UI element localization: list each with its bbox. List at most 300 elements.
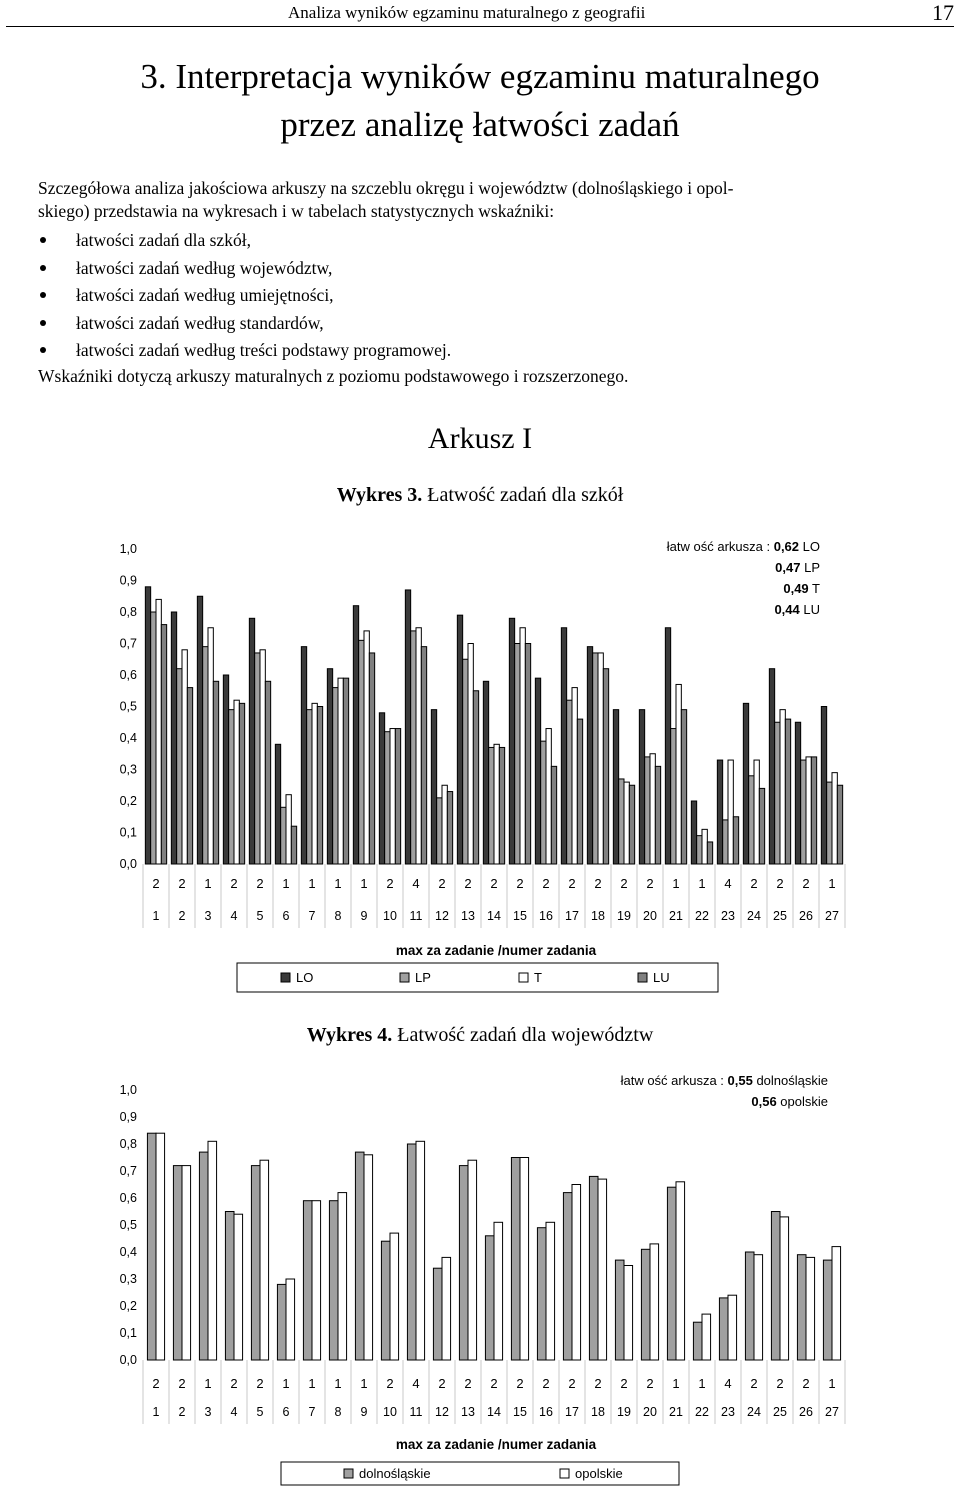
bar — [203, 647, 208, 864]
bar — [156, 599, 161, 864]
indicator-list — [38, 229, 451, 367]
bar — [615, 1260, 624, 1360]
chart-schools — [0, 530, 960, 1000]
bar — [832, 773, 837, 864]
bar — [390, 1233, 399, 1360]
max-points-label: 1 — [672, 876, 680, 891]
bar — [645, 757, 650, 864]
bar — [707, 842, 712, 864]
bar — [473, 691, 478, 864]
bar — [832, 1247, 841, 1360]
bar — [572, 1185, 581, 1361]
bar — [650, 754, 655, 864]
max-points-label: 1 — [698, 876, 706, 891]
bar — [535, 678, 540, 864]
bar — [197, 596, 202, 864]
x-tick-label: 22 — [695, 1405, 709, 1419]
chart-voivodeships — [0, 1072, 960, 1487]
bar — [745, 1252, 754, 1360]
bar — [333, 688, 338, 864]
x-tick-label: 12 — [435, 1405, 449, 1419]
intro-line1: Szczegółowa analiza jakościowa arkuszy na szczeblu okręgu i województw (dolnośląskiego i opol- — [38, 178, 734, 198]
y-tick-label: 0,1 — [119, 825, 137, 840]
bar — [681, 710, 686, 864]
bar — [577, 719, 582, 864]
max-points-label: 1 — [334, 1376, 342, 1391]
bar — [795, 722, 800, 864]
legend-label: LO — [296, 970, 314, 985]
bar — [769, 669, 774, 864]
max-points-label: 2 — [568, 1376, 576, 1391]
bar — [728, 1295, 737, 1360]
x-axis-label: max za zadanie /numer zadania — [395, 943, 597, 958]
bar — [806, 1257, 815, 1360]
max-points-label: 2 — [594, 876, 602, 891]
x-tick-label: 14 — [487, 1405, 501, 1419]
max-points-label: 2 — [568, 876, 576, 891]
x-tick-label: 10 — [383, 909, 397, 923]
bar — [286, 795, 291, 864]
bar — [281, 807, 286, 864]
bar — [307, 710, 312, 864]
bar — [598, 653, 603, 864]
max-points-label: 2 — [256, 1376, 264, 1391]
x-tick-label: 17 — [565, 1405, 579, 1419]
max-points-label: 1 — [828, 1376, 836, 1391]
bar — [613, 710, 618, 864]
bar — [161, 625, 166, 864]
list-item: łatwości zadań dla szkół, — [38, 229, 451, 257]
bar — [837, 785, 842, 864]
bar — [442, 1257, 451, 1360]
y-tick-label: 0,4 — [119, 1245, 137, 1259]
list-item: łatwości zadań według umiejętności, — [38, 284, 451, 312]
bar — [676, 684, 681, 864]
bar — [624, 782, 629, 864]
bar — [407, 1144, 416, 1360]
bar — [463, 659, 468, 864]
max-points-label: 2 — [646, 1376, 654, 1391]
bar — [442, 785, 447, 864]
bar — [459, 1166, 468, 1360]
max-points-label: 4 — [724, 876, 732, 891]
max-points-label: 2 — [178, 876, 186, 891]
bar — [156, 1133, 165, 1360]
max-points-label: 1 — [282, 876, 290, 891]
bar — [147, 1133, 156, 1360]
bar — [395, 729, 400, 864]
max-points-label: 4 — [412, 876, 420, 891]
bar — [624, 1266, 633, 1361]
bar — [431, 710, 436, 864]
max-points-label: 2 — [152, 1376, 160, 1391]
bar — [667, 1187, 676, 1360]
bar — [520, 628, 525, 864]
max-points-label: 2 — [776, 876, 784, 891]
bar — [329, 1201, 338, 1360]
max-points-label: 2 — [594, 1376, 602, 1391]
legend-label: T — [534, 970, 542, 985]
bar — [665, 628, 670, 864]
y-tick-label: 0,2 — [119, 1299, 137, 1313]
annotation-value: 0,56 — [751, 1094, 777, 1109]
x-tick-label: 21 — [669, 909, 683, 923]
x-tick-label: 26 — [799, 1405, 813, 1419]
max-points-label: 2 — [490, 876, 498, 891]
max-points-label: 2 — [516, 1376, 524, 1391]
x-tick-label: 3 — [204, 909, 212, 923]
bar — [823, 1260, 832, 1360]
x-tick-label: 5 — [256, 1405, 264, 1419]
y-tick-label: 0,8 — [119, 1137, 137, 1151]
bar — [546, 729, 551, 864]
bar — [754, 760, 759, 864]
x-tick-label: 24 — [747, 1405, 761, 1419]
list-item: łatwości zadań według standardów, — [38, 312, 451, 340]
x-tick-label: 24 — [747, 909, 761, 923]
bar — [572, 688, 577, 864]
max-points-label: 2 — [802, 1376, 810, 1391]
annotation-label: LU — [799, 602, 820, 617]
bar — [702, 829, 707, 864]
x-tick-label: 9 — [360, 909, 368, 923]
max-points-label: 1 — [360, 1376, 368, 1391]
x-tick-label: 25 — [773, 909, 787, 923]
bar — [229, 710, 234, 864]
max-points-label: 2 — [750, 876, 758, 891]
x-tick-label: 27 — [825, 909, 839, 923]
bar — [780, 1217, 789, 1360]
y-tick-label: 0,3 — [119, 1272, 137, 1286]
annotation-value: 0,55 — [727, 1073, 753, 1088]
bar — [385, 732, 390, 864]
y-tick-label: 0,1 — [119, 1326, 137, 1340]
max-points-label: 2 — [152, 876, 160, 891]
y-tick-label: 0,5 — [119, 1218, 137, 1232]
x-tick-label: 26 — [799, 909, 813, 923]
annotation-label: LO — [799, 539, 820, 554]
annotation-line — [751, 1094, 828, 1109]
chart3-caption-number: Wykres 3. — [336, 484, 423, 506]
x-tick-label: 20 — [643, 1405, 657, 1419]
bar — [447, 792, 452, 864]
x-tick-label: 4 — [230, 909, 238, 923]
bar — [286, 1279, 295, 1360]
chart4-caption — [0, 1024, 960, 1047]
x-tick-label: 13 — [461, 1405, 475, 1419]
header-rule — [6, 26, 954, 27]
y-tick-label: 0,6 — [119, 1191, 137, 1205]
bar — [239, 703, 244, 864]
bar — [697, 836, 702, 864]
bar — [223, 675, 228, 864]
bar — [260, 1160, 269, 1360]
bar — [655, 766, 660, 864]
bar — [780, 710, 785, 864]
bar — [255, 653, 260, 864]
bar — [759, 788, 764, 864]
annotation-line — [783, 581, 820, 596]
bar — [525, 644, 530, 865]
x-tick-label: 7 — [308, 909, 316, 923]
bar — [182, 650, 187, 864]
bar — [317, 707, 322, 865]
y-tick-label: 0,0 — [119, 857, 137, 871]
running-title: Analiza wyników egzaminu maturalnego z geografii — [288, 3, 646, 22]
bar — [821, 707, 826, 865]
bar — [208, 628, 213, 864]
max-points-label: 2 — [490, 1376, 498, 1391]
bar — [567, 700, 572, 864]
y-tick-label: 0,4 — [119, 731, 137, 745]
x-tick-label: 17 — [565, 909, 579, 923]
bar — [468, 644, 473, 865]
bar — [327, 669, 332, 864]
bar — [381, 1241, 390, 1360]
max-points-label: 2 — [438, 876, 446, 891]
bar — [719, 1298, 728, 1360]
max-points-label: 2 — [750, 1376, 758, 1391]
bar — [619, 779, 624, 864]
max-points-label: 2 — [230, 876, 238, 891]
page-header — [0, 0, 960, 30]
bar — [416, 1141, 425, 1360]
bar — [301, 647, 306, 864]
bar — [563, 1193, 572, 1360]
list-item: łatwości zadań według treści podstawy programowej. — [38, 339, 451, 367]
max-points-label: 1 — [308, 876, 316, 891]
max-points-label: 2 — [464, 1376, 472, 1391]
x-tick-label: 21 — [669, 1405, 683, 1419]
bar — [797, 1255, 806, 1360]
bar — [171, 612, 176, 864]
annotation-label: opolskie — [776, 1094, 828, 1109]
bar — [509, 618, 514, 864]
max-points-label: 2 — [178, 1376, 186, 1391]
bar — [421, 647, 426, 864]
x-tick-label: 6 — [282, 1405, 290, 1419]
bar — [775, 722, 780, 864]
max-points-label: 2 — [620, 1376, 628, 1391]
annotation-label: dolnośląskie — [752, 1073, 828, 1088]
bar — [541, 741, 546, 864]
bar — [390, 729, 395, 864]
x-tick-label: 9 — [360, 1405, 368, 1419]
bar — [251, 1166, 260, 1360]
max-points-label: 1 — [204, 876, 212, 891]
legend-label: dolnośląskie — [359, 1466, 431, 1481]
y-tick-label: 0,2 — [119, 794, 137, 808]
x-tick-label: 6 — [282, 909, 290, 923]
bar — [702, 1314, 711, 1360]
bar — [587, 647, 592, 864]
y-tick-label: 0,5 — [119, 699, 137, 714]
legend-swatch — [281, 973, 290, 982]
y-tick-label: 0,9 — [119, 573, 137, 588]
bar — [213, 681, 218, 864]
x-tick-label: 2 — [178, 1405, 186, 1419]
max-points-label: 2 — [516, 876, 524, 891]
x-tick-label: 11 — [409, 909, 423, 923]
x-tick-label: 15 — [513, 1405, 527, 1419]
bar — [411, 631, 416, 864]
max-points-label: 2 — [620, 876, 628, 891]
bar — [641, 1249, 650, 1360]
x-tick-label: 8 — [334, 909, 342, 923]
x-tick-label: 13 — [461, 909, 475, 923]
x-tick-label: 19 — [617, 909, 631, 923]
bar — [650, 1244, 659, 1360]
bar — [379, 713, 384, 864]
annotation-value: 0,49 — [783, 581, 809, 596]
bar — [671, 729, 676, 864]
bar — [691, 801, 696, 864]
bar — [749, 776, 754, 864]
max-points-label: 2 — [542, 876, 550, 891]
intro-line2: skiego) przedstawia na wykresach i w tabelach statystycznych wskaźniki: — [38, 201, 555, 221]
bar — [520, 1158, 529, 1361]
bar — [416, 628, 421, 864]
legend-swatch — [519, 973, 528, 982]
bar — [754, 1255, 763, 1360]
max-points-label: 1 — [360, 876, 368, 891]
bar — [827, 782, 832, 864]
max-points-label: 2 — [386, 1376, 394, 1391]
page-number: 17 — [932, 0, 954, 25]
chart4-caption-number: Wykres 4. — [306, 1024, 393, 1046]
bar — [225, 1212, 234, 1361]
x-tick-label: 14 — [487, 909, 501, 923]
bar — [338, 678, 343, 864]
legend-label: opolskie — [575, 1466, 623, 1481]
legend-label: LP — [415, 970, 431, 985]
bar — [303, 1201, 312, 1360]
bar — [359, 640, 364, 864]
x-tick-label: 1 — [152, 1405, 160, 1419]
bar — [561, 628, 566, 864]
bar — [485, 1236, 494, 1360]
bar — [676, 1182, 685, 1360]
y-tick-label: 0,9 — [119, 1110, 137, 1124]
bar — [489, 747, 494, 864]
bar — [199, 1152, 208, 1360]
x-axis-label: max za zadanie /numer zadania — [395, 1437, 597, 1452]
bar — [343, 678, 348, 864]
annotation-line — [667, 539, 820, 554]
bar — [312, 1201, 321, 1360]
legend-label: LU — [653, 970, 670, 985]
bar — [811, 757, 816, 864]
x-tick-label: 8 — [334, 1405, 342, 1419]
x-tick-label: 16 — [539, 909, 553, 923]
x-tick-label: 23 — [721, 1405, 735, 1419]
bar — [249, 618, 254, 864]
bar — [723, 820, 728, 864]
bar — [494, 1222, 503, 1360]
max-points-label: 1 — [672, 1376, 680, 1391]
x-tick-label: 23 — [721, 909, 735, 923]
bar — [151, 612, 156, 864]
max-points-label: 2 — [646, 876, 654, 891]
max-points-label: 1 — [828, 876, 836, 891]
y-tick-label: 0,3 — [119, 762, 137, 777]
bar — [598, 1179, 607, 1360]
max-points-label: 2 — [256, 876, 264, 891]
bar — [785, 719, 790, 864]
max-points-label: 2 — [438, 1376, 446, 1391]
x-tick-label: 11 — [409, 1405, 423, 1419]
bar — [277, 1284, 286, 1360]
bar — [511, 1158, 520, 1361]
bar — [593, 653, 598, 864]
max-points-label: 2 — [542, 1376, 550, 1391]
max-points-label: 1 — [334, 876, 342, 891]
x-tick-label: 2 — [178, 909, 186, 923]
bar — [234, 700, 239, 864]
x-tick-label: 5 — [256, 909, 264, 923]
bar — [693, 1322, 702, 1360]
y-tick-label: 1,0 — [119, 542, 137, 556]
x-tick-label: 1 — [152, 909, 160, 923]
bar — [353, 606, 358, 864]
x-tick-label: 12 — [435, 909, 449, 923]
bar — [483, 681, 488, 864]
bar — [173, 1166, 182, 1360]
bar — [589, 1176, 598, 1360]
x-tick-label: 27 — [825, 1405, 839, 1419]
chart3-caption-text: Łatwość zadań dla szkół — [422, 484, 624, 506]
x-tick-label: 3 — [204, 1405, 212, 1419]
max-points-label: 4 — [412, 1376, 420, 1391]
legend-swatch — [560, 1469, 569, 1478]
bar — [743, 703, 748, 864]
bar — [629, 785, 634, 864]
bar — [639, 710, 644, 864]
y-tick-label: 1,0 — [119, 1083, 137, 1097]
bar — [275, 744, 280, 864]
bar — [717, 760, 722, 864]
chart4-caption-text: Łatwość zadań dla województw — [392, 1024, 654, 1046]
legend-swatch — [638, 973, 647, 982]
legend-swatch — [400, 973, 409, 982]
annotation-value: 0,44 — [774, 602, 800, 617]
bar — [234, 1214, 243, 1360]
x-tick-label: 25 — [773, 1405, 787, 1419]
y-tick-label: 0,8 — [119, 605, 137, 619]
bar — [265, 681, 270, 864]
bar — [260, 650, 265, 864]
bar — [603, 669, 608, 864]
x-tick-label: 18 — [591, 909, 605, 923]
bar — [494, 744, 499, 864]
annotation-prefix: łatw ość arkusza : — [666, 539, 774, 554]
bar — [145, 587, 150, 864]
bar — [182, 1166, 191, 1360]
bar — [364, 631, 369, 864]
annotation-line — [775, 560, 820, 575]
bar — [312, 703, 317, 864]
bar — [806, 757, 811, 864]
bar — [369, 653, 374, 864]
x-tick-label: 7 — [308, 1405, 316, 1419]
annotation-label: LP — [800, 560, 820, 575]
x-tick-label: 22 — [695, 909, 709, 923]
x-tick-label: 19 — [617, 1405, 631, 1419]
max-points-label: 2 — [802, 876, 810, 891]
bar — [457, 615, 462, 864]
max-points-label: 2 — [230, 1376, 238, 1391]
bar — [355, 1152, 364, 1360]
